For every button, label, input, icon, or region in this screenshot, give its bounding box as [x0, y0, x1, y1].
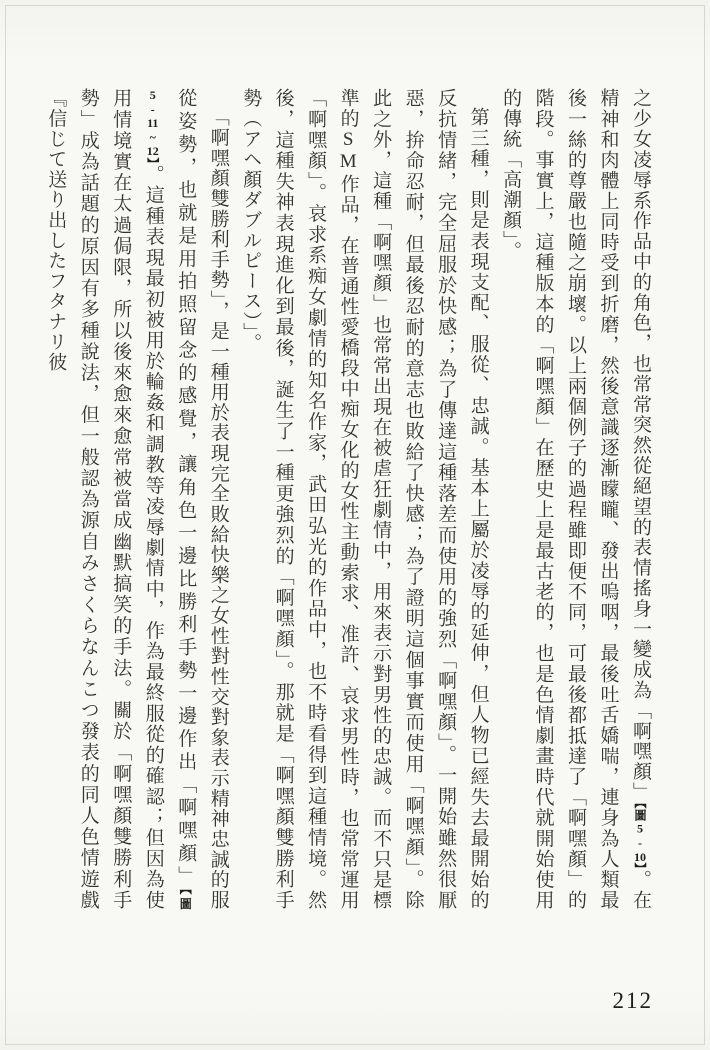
figure-ref: 【圖5-10】: [633, 802, 647, 870]
page-number: 212: [612, 988, 653, 1013]
latin-upright-text: SM: [337, 128, 359, 174]
paragraph: 第三種，則是表現支配、服從、忠誠。基本上屬於凌辱的延伸，但人物已經失去最開始的反抗情緒，完全屈服於快感；為了傳達這種落差而使用的強烈「啊嘿顏」。一開始雖然很厭惡，拚命忍耐，但最後忍耐的意志也敗給了快感；為了證明這個事實而使用「啊嘿顏」。除此之外，這種「啊嘿顏」也常常出現在被虐狂劇情中，用來表示對男性的忠誠。而不只是標準的SM作品，在普通性愛橋段中痴女化的女性主動索求、准許、哀求男性時，也常常運用「啊嘿顏」。哀求系痴女劇情的知名作家，武田弘光的作品中，也不時看得到這種情境。然後，這種失神表現進化到最後，誕生了一種更強烈的「啊嘿顏」。那就是「啊嘿顏雙勝利手勢（アヘ顏ダブルピース）」。: [240, 88, 489, 910]
figure-ref: 【圖5-11~12】: [145, 88, 193, 911]
paragraph: 之少女凌辱系作品中的角色，也常常突然從絕望的表情搖身一變成為「啊嘿顏」【圖5-10】。在精神和肉體上同時受到折磨，然後意識逐漸矇矓、發出嗚咽，最後吐舌嬌喘，連身為人類最後一絲的尊嚴也隨之崩壞。以上兩個例子的過程雖即便不同，可最後都抵達了「啊嘿顏」的階段。事實上，這種版本的「啊嘿顏」在歷史上是最古老的，也是色情劇畫時代就開始使用的傳統「高潮顏」。: [500, 88, 651, 910]
text-block: [39, 88, 656, 910]
paragraph: 「啊嘿顏雙勝利手勢」，是一種用於表現完全敗給快樂之女性對性交對象表示精神忠誠的服從姿勢，也就是用拍照留念的感覺，讓角色一邊比勝利手勢一邊作出「啊嘿顏」【圖5-11~12】。這種表現最初被用於輪姦和調教等凌辱劇情中，作為最終服從的確認；但因為使用情境實在太過侷限，所以後來愈來愈常被當成幽默搞笑的手法。關於「啊嘿顏雙勝利手勢」成為話題的原因有多種說法，但一般認為源自みさくらなんこつ發表的同人色情遊戲『信じて送り出したフタナリ彼: [45, 88, 229, 911]
